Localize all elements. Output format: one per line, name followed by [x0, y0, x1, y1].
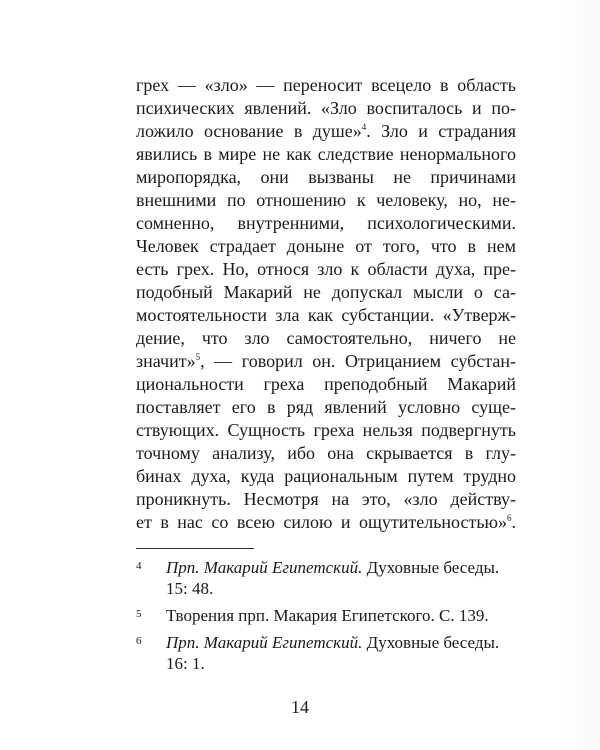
text-line-content: грех — «зло» — переносит всецело в область [136, 75, 516, 95]
text-line-content: явились в мире не как следствие ненормального [136, 144, 516, 164]
footnote-title: Творения прп. Макария Египетского. С. 139. [166, 606, 489, 625]
text-line-content: внешними по отношению к человеку, но, не- [136, 190, 516, 210]
footnote-citation: 16: 1. [166, 654, 205, 673]
footnote [136, 557, 516, 599]
text-line-content: мостоятельности зла как субстанции. «Утверж- [136, 305, 516, 325]
text-line-continuation: . [511, 512, 516, 532]
footnote-separator [136, 548, 254, 549]
footnote-author: Прп. Макарий Египетский. [166, 558, 363, 577]
text-line-content: ствующих. Сущность греха нельзя подвергнуть [136, 420, 516, 440]
footnote-line [166, 632, 516, 653]
footnote [136, 605, 516, 626]
text-line-content: Человек страдает доныне от того, что в нем [136, 236, 516, 256]
text-line [136, 350, 516, 373]
text-line [136, 166, 516, 189]
text-line-content: сомненно, внутренними, психологическими. [136, 213, 516, 233]
text-line-content: проникнуть. Несмотря на это, «зло действу- [136, 489, 516, 509]
body-text [136, 74, 516, 534]
text-line-content: миропорядка, они вызваны не причинами [136, 167, 516, 187]
text-line [136, 396, 516, 419]
text-line [136, 97, 516, 120]
text-line-content: циональности греха преподобный Макарий [136, 374, 516, 394]
footnote-reference: 4 [361, 122, 367, 132]
text-line-content: бинах духа, куда рациональным путем трудно [136, 466, 516, 486]
text-line [136, 488, 516, 511]
text-line [136, 235, 516, 258]
footnote-number: 6 [136, 635, 142, 647]
text-line [136, 373, 516, 396]
text-line-content: точному анализу, ибо она скрывается в глу- [136, 443, 516, 463]
text-line-content: поставляет его в ряд явлений условно суще- [136, 397, 516, 417]
text-line [136, 143, 516, 166]
text-line [136, 304, 516, 327]
page-number: 14 [291, 697, 309, 717]
footnotes [136, 557, 516, 680]
footnote-title: Духовные беседы. [362, 633, 500, 652]
footnote-reference: 6 [507, 513, 512, 523]
text-line-content: дение, что зло самостоятельно, ничего не [136, 328, 516, 348]
text-line-content: подобный Макарий не допускал мысли о са- [136, 282, 516, 302]
text-line [136, 442, 516, 465]
text-line [136, 120, 516, 143]
text-line [136, 419, 516, 442]
footnote-title: Духовные беседы. [362, 558, 500, 577]
text-line [136, 258, 516, 281]
footnote-citation: 15: 48. [166, 579, 214, 598]
page-edge-shadow [560, 0, 600, 750]
text-line [136, 212, 516, 235]
text-line-content: ет в нас со всею силою и ощутительностью» [136, 512, 507, 532]
footnote [136, 632, 516, 674]
text-line-content: ложило основание в душе» [136, 121, 362, 141]
text-line-content: есть грех. Но, относя зло к области духа, пре- [136, 259, 516, 279]
footnote-author: Прп. Макарий Египетский. [166, 633, 363, 652]
text-line [136, 281, 516, 304]
footnote-line [166, 605, 516, 626]
text-line [136, 465, 516, 488]
footnote-line [166, 557, 516, 578]
text-line [136, 511, 516, 534]
text-line [136, 189, 516, 212]
footnote-number: 5 [136, 608, 142, 620]
text-line-content: значит» [136, 351, 196, 371]
text-line [136, 74, 516, 97]
text-line-continuation: . Зло и страдания [366, 121, 517, 141]
text-line-continuation: , — говорил он. Отрицанием субстан- [200, 351, 516, 371]
text-line-content: психических явлений. «Зло воспиталось и по- [136, 98, 516, 118]
footnote-number: 4 [136, 560, 142, 572]
footnote-reference: 5 [195, 352, 201, 362]
text-line [136, 327, 516, 350]
